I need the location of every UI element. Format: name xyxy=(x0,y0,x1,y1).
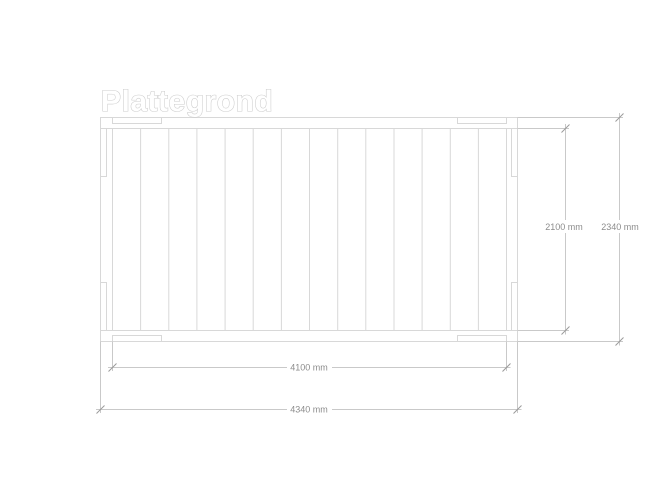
corner-post-bottom-right-h xyxy=(458,336,507,342)
corner-post-bottom-left-h xyxy=(113,336,162,342)
corner-post-top-left-v xyxy=(101,129,107,177)
dimension-label-inner-width: 4100 mm xyxy=(290,362,328,373)
plank-lines xyxy=(113,129,507,331)
page-title: Plattegrond xyxy=(101,85,274,118)
corner-post-top-right-v xyxy=(512,129,518,177)
corner-post-bottom-left-v xyxy=(101,283,107,331)
dimension-label-outer-depth: 2340 mm xyxy=(601,222,639,232)
dimension-label-outer-width: 4340 mm xyxy=(290,404,328,415)
dimension-inner-width xyxy=(108,342,511,374)
dimension-inner-depth xyxy=(518,124,588,335)
corner-post-bottom-right-v xyxy=(512,283,518,331)
dimension-outer-width xyxy=(96,342,522,416)
dimension-label-inner-depth: 2100 mm xyxy=(545,222,583,232)
corner-post-top-left-h xyxy=(113,118,162,124)
corner-post-top-right-h xyxy=(458,118,507,124)
